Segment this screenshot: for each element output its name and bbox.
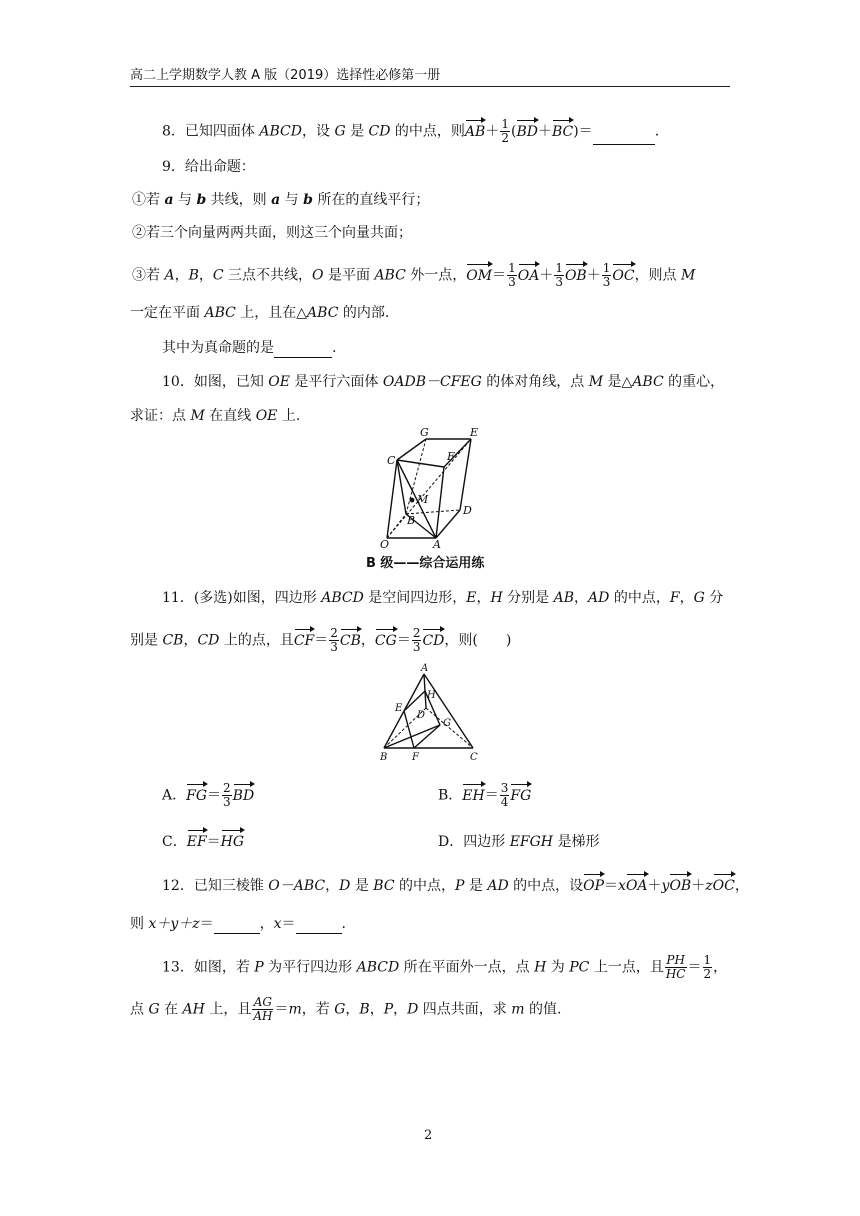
label-m: M [417,493,429,506]
question-9-title: 9．给出命题： [162,159,255,175]
q9-proposition-1: ①若 a 与 b 共线，则 a 与 b 所在的直线平行； [132,192,430,208]
question-11-cont: 别是 CB，CD 上的点，且CF＝ $\frac{2}{3}$ CB，CG＝ $\frac{2}{3}$ CD，则( ) [130,626,512,654]
option-a[interactable]: A．FG＝ $\frac{2}{3}$ BD [162,781,255,809]
label-f: F [412,752,419,763]
label-d: D [417,710,426,721]
label-d: D [463,504,472,517]
option-d[interactable]: D．四边形 EFGH 是梯形 [438,834,600,850]
option-b[interactable]: B．EH＝ $\frac{3}{4}$ FG [438,781,532,809]
label-o: O [380,538,390,549]
label-c: C [387,454,396,467]
page-header: 高二上学期数学人教 A 版（2019）选择性必修第一册 [130,68,441,83]
label-g: G [420,426,429,439]
centroid-point [410,498,415,503]
question-13-cont: 点 G 在 AH 上，且 $\frac{AG}{AH}$ ＝m，若 G，B，P，D 四点共面，求 m 的值. [130,995,562,1023]
question-13: 13．如图，若 P 为平行四边形 ABCD 所在平面外一点，点 H 为 PC 上一点，且 $\frac{PH}{HC}$ ＝ $\frac{1}{2}$ ， [162,953,728,981]
q9-proposition-3-cont: 一定在平面 ABC 上，且在△ABC 的内部. [130,305,390,321]
option-c[interactable]: C．EF＝HG [162,834,245,850]
label-h: H [427,690,436,701]
answer-blank [214,919,260,934]
label-a: A [421,663,429,674]
quadrilateral-figure [374,662,484,764]
question-11: 11．(多选)如图，四边形 ABCD 是空间四边形，E，H 分别是 AB，AD 的中点，F，G 分 [162,590,724,606]
header-rule [130,86,730,87]
parallelepiped-figure [370,424,495,549]
question-12-cont: 则 x＋y＋z＝ ，x＝ . [130,916,346,932]
label-c: C [470,752,478,763]
label-b: B [380,752,388,763]
answer-blank [593,130,655,145]
page-number: 2 [424,1128,433,1143]
label-a: A [433,538,441,549]
question-12: 12．已知三棱锥 O－ABC，D 是 BC 的中点，P 是 AD 的中点，设OP＝xOA＋yOB＋zOC， [162,878,749,894]
q9-answer-line: 其中为真命题的是 . [162,340,337,356]
section-b-title: B 级——综合运用练 [366,556,485,571]
label-f: F [447,450,455,463]
question-10-cont: 求证：点 M 在直线 OE 上. [130,408,301,424]
label-b: B [407,514,416,527]
question-8: 8．已知四面体 ABCD，设 G 是 CD 的中点，则AB＋ $\frac{1}{2}$ (BD＋BC)＝ . [162,117,660,145]
label-g: G [443,718,451,729]
label-e: E [470,426,479,439]
label-e: E [395,703,403,714]
question-10: 10．如图，已知 OE 是平行六面体 OADB－CFEG 的体对角线，点 M 是△ABC 的重心， [162,374,725,390]
answer-blank [274,343,332,358]
q9-proposition-3: ③若 A，B，C 三点不共线，O 是平面 ABC 外一点，OM＝ $\frac{1}{3}$ OA＋ $\frac{1}{3}$ OB＋ $\frac{1}{3}$ OC，则点 M [132,261,696,289]
answer-blank [296,919,342,934]
q9-proposition-2: ②若三个向量两两共面，则这三个向量共面； [132,225,412,241]
